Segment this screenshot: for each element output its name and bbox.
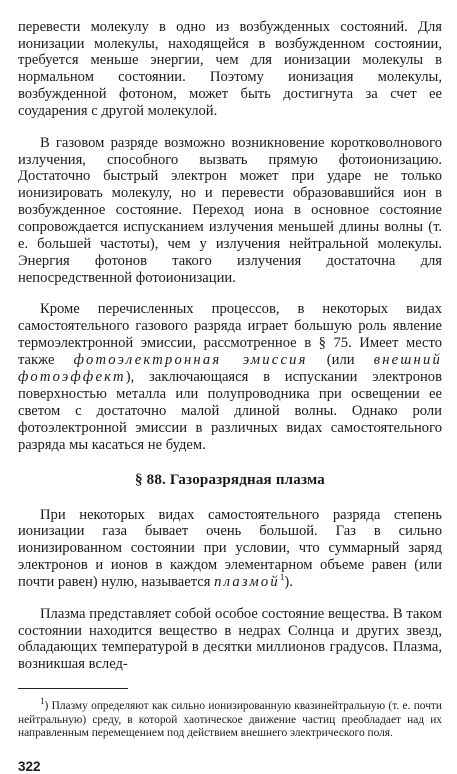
paragraph-1: перевести молекулу в одно из возбужденных состояний. Для ионизации молекулы, находящейся в возбужденном состоянии, требуется меньше энергии, чем для ионизации молекулы в нормальном состоянии. Поэтому ионизация молекулы, возбужденной фотоном, может быть достигнута за счет ее соударения с другой молекулой. [18, 18, 442, 120]
footnote [18, 696, 442, 741]
page-number: 322 [18, 759, 41, 774]
book-page [18, 4, 442, 774]
footnote-divider [18, 688, 128, 689]
paragraph-4-text-after: ). [284, 574, 293, 591]
footnote-marker: 1 [279, 572, 285, 583]
paragraph-2: В газовом разряде возможно возникновение коротковолнового излучения, способного вызвать прямую фотоионизацию. Достаточно быстрый электрон может при ударе не только ионизировать молекулу, но и перевести образовавшийся ион в возбужденное состояние. Переход иона в основное состояние сопровождается испусканием излучения меньшей длины волны (т. е. большей частоты), чем у излучения нейтральной молекулы. Энергия фотонов такого излучения достаточна для непосредственной фотоионизации. [18, 134, 442, 286]
paragraph-3-text-after: ), заключающаяся в испускании электронов поверхностью металла или полупроводника при освещении ее светом с достаточно малой длиной волны. Однако роли фотоэлектронной эмиссии в различных видах самостоятельного разряда мы касаться не будем. [18, 369, 442, 453]
footnote-text: ) Плазму определяют как сильно ионизированную квазинейтральную (т. е. почти нейтральную) среду, в которой хаотическое движение частиц преобладает над их направленным перемещением под действием внешнего электрического поля. [18, 700, 442, 740]
term-external-photoeffect: внешний фотоэффект [18, 352, 442, 385]
paragraph-3 [18, 301, 442, 453]
paragraph-4-text-before: При некоторых видах самостоятельного разряда степень ионизации газа бывает очень большой. Газ в сильно ионизированном состоянии при условии, что суммарный заряд электронов и ионов в каждом элементарном объеме равен (или почти равен) нулю, называется [18, 506, 442, 591]
paragraph-4 [18, 507, 442, 592]
footnote-number: 1 [40, 696, 45, 707]
paragraph-3-text-mid: (или [307, 352, 374, 369]
section-heading: § 88. Газоразрядная плазма [134, 471, 326, 488]
term-plasma: плазмой [214, 574, 280, 591]
term-photoelectron-emission: фотоэлектронная эмиссия [73, 352, 308, 369]
paragraph-5: Плазма представляет собой особое состояние вещества. В таком состоянии находится вещество в недрах Солнца и других звезд, обладающих температурой в десятки миллионов градусов. Плазма, возникшая вслед- [18, 605, 442, 673]
paragraph-3-text-before: Кроме перечисленных процессов, в некоторых видах самостоятельного газового разряда играет большую роль явление термоэлектронной эмиссии, рассмотренное в § 75. Имеет место также [18, 301, 442, 369]
